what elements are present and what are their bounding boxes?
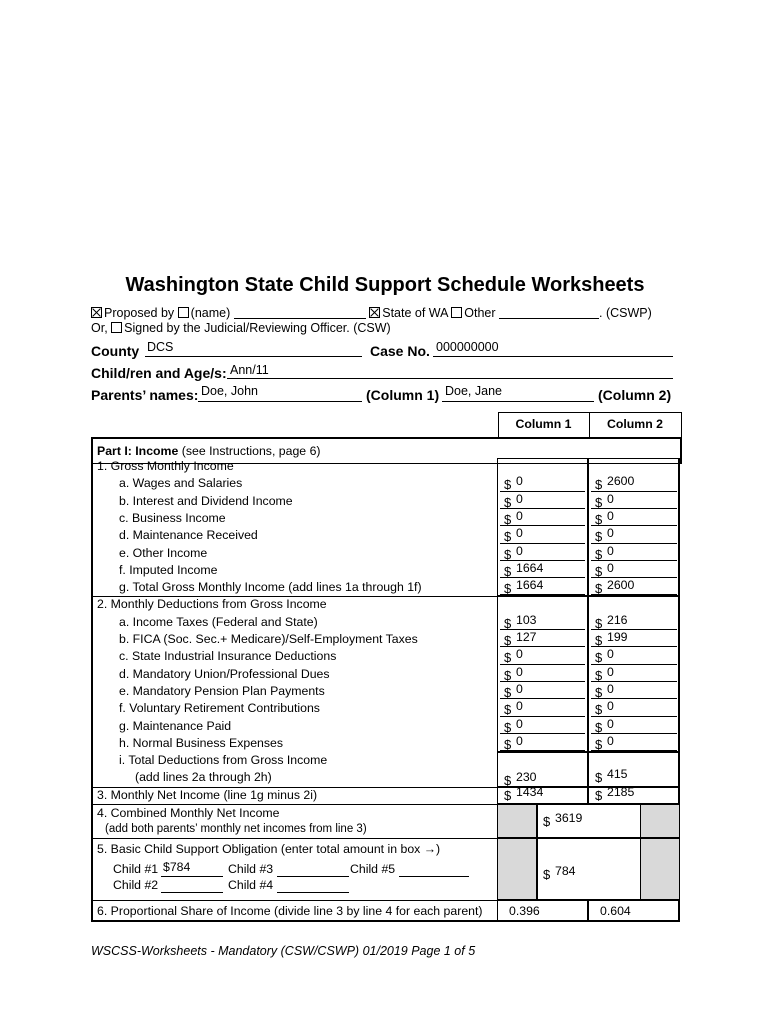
- line3-c1-dollar: $: [504, 787, 512, 803]
- line3-c2-dollar: $: [595, 787, 603, 803]
- line1-c2-1d-dollar: $: [595, 529, 603, 545]
- signed-checkbox[interactable]: [111, 322, 122, 333]
- part1-subtitle: (see Instructions, page 6): [178, 443, 321, 458]
- line1-col1-box: [497, 458, 588, 596]
- line2-c1-2a-dollar: $: [504, 615, 512, 631]
- line2-c2-2c-dollar: $: [595, 650, 603, 666]
- proposed-by-label: Proposed by: [104, 306, 175, 320]
- cswp-label: . (CSWP): [599, 306, 652, 320]
- line2-c2-2f-dollar: $: [595, 702, 603, 718]
- line1-c1-1a-value: 0: [516, 474, 523, 489]
- line3-col1-box: [497, 787, 588, 804]
- line2i-col1-box: [497, 752, 588, 787]
- line2-col2-box: [588, 596, 680, 752]
- line1-c1-1f-value: 1664: [516, 560, 544, 575]
- line2i-label-2: (add lines 2a through 2h): [135, 770, 272, 785]
- line1-label-1: a. Wages and Salaries: [119, 476, 243, 491]
- line1-c1-1b-dollar: $: [504, 494, 512, 510]
- line1-c2-1f-value: 0: [607, 560, 614, 575]
- line2-label-4: d. Mandatory Union/Professional Dues: [119, 666, 330, 681]
- line1-c2-1e-value: 0: [607, 543, 614, 558]
- line3-label: 3. Monthly Net Income (line 1g minus 2i): [97, 787, 318, 802]
- line2-c1-2d-dollar: $: [504, 667, 512, 683]
- line1-c1-1d-dollar: $: [504, 529, 512, 545]
- line1-c2-1f-dollar: $: [595, 563, 603, 579]
- line6-label: 6. Proportional Share of Income (divide line 3 by line 4 for each parent): [97, 904, 483, 918]
- line2-c1-2f-value: 0: [516, 699, 523, 714]
- children-field[interactable]: [227, 361, 673, 379]
- line1-c1-1d-value: 0: [516, 526, 523, 541]
- children-value: Ann/11: [230, 363, 269, 377]
- line1-c1-1a-dollar: $: [504, 477, 512, 493]
- child2-label: Child #2: [113, 878, 159, 892]
- line2-c2-2g-value: 0: [607, 716, 614, 731]
- line1-c1-1e-dollar: $: [504, 546, 512, 562]
- name-blank[interactable]: [234, 306, 366, 319]
- signed-label: Signed by the Judicial/Reviewing Officer. (CSW): [124, 321, 391, 335]
- line2-c2-2f-value: 0: [607, 699, 614, 714]
- line1-label-7: g. Total Gross Monthly Income (add lines 1a through 1f): [119, 580, 422, 595]
- child5-label: Child #5: [350, 862, 396, 876]
- line2-c2-2e-value: 0: [607, 681, 614, 696]
- line2-c1-2f-dollar: $: [504, 702, 512, 718]
- line2-c2-2d-dollar: $: [595, 667, 603, 683]
- line2-c2-2b-value: 199: [607, 630, 628, 644]
- parent2-value: Doe, Jane: [445, 384, 502, 398]
- worksheet-table: [91, 412, 682, 464]
- line1-c2-1a-value: 2600: [607, 474, 635, 489]
- line2-label-0: 2. Monthly Deductions from Gross Income: [97, 597, 327, 612]
- line2-c2-2e-dollar: $: [595, 684, 603, 700]
- line2-c2-2g-dollar: $: [595, 719, 603, 735]
- children-label: Child/ren and Age/s:: [91, 365, 227, 381]
- line1-label-6: f. Imputed Income: [119, 562, 218, 577]
- line2i-col2-box: [588, 752, 680, 787]
- case-no-label: Case No.: [370, 343, 430, 359]
- line1-c1-1g-dollar: $: [504, 581, 512, 597]
- child3-blank[interactable]: [277, 876, 349, 877]
- line2-c1-2e-value: 0: [516, 681, 523, 696]
- state-label: State of WA: [382, 306, 448, 320]
- child4-label: Child #4: [228, 878, 274, 892]
- line1-col2-box: [588, 458, 680, 596]
- line1-c2-1b-value: 0: [607, 491, 614, 506]
- line2i-c1-dollar: $: [504, 773, 512, 789]
- line1-c2-1d-value: 0: [607, 526, 614, 541]
- line4-grey-right: [640, 804, 680, 838]
- line2-c2-2a-value: 216: [607, 612, 628, 627]
- line1-label-4: d. Maintenance Received: [119, 528, 258, 543]
- line6-c1-value: 0.396: [509, 904, 540, 918]
- line2-c2-2a-dollar: $: [595, 615, 603, 631]
- line2-c2-2h-value: 0: [607, 733, 614, 748]
- line1-c1-1f-dollar: $: [504, 563, 512, 579]
- line2-c1-2e-dollar: $: [504, 684, 512, 700]
- line2-c1-2g-dollar: $: [504, 719, 512, 735]
- line2-c1-2b-value: 127: [516, 630, 537, 644]
- child2-blank[interactable]: [161, 892, 223, 893]
- line2-label-2: b. FICA (Soc. Sec.+ Medicare)/Self-Employment Taxes: [119, 632, 418, 646]
- line2i-c1-value: 230: [516, 770, 537, 785]
- line1-c1-1e-value: 0: [516, 543, 523, 558]
- line1-label-0: 1. Gross Monthly Income: [97, 459, 234, 473]
- line5-total-box[interactable]: [537, 838, 641, 900]
- line3-col2-box: [588, 787, 680, 804]
- name-checkbox[interactable]: [178, 307, 189, 318]
- proposed-by-checkbox[interactable]: [91, 307, 102, 318]
- line6-c2-value: 0.604: [600, 904, 631, 918]
- line4-label-2: (add both parents’ monthly net incomes from line 3): [105, 823, 367, 836]
- other-blank[interactable]: [499, 306, 599, 319]
- case-no-value: 000000000: [436, 340, 499, 354]
- line5-dollar: $: [543, 867, 551, 882]
- line4-combined-box[interactable]: [537, 804, 641, 838]
- child1-label: Child #1: [113, 862, 159, 876]
- line1-c2-1c-dollar: $: [595, 511, 603, 527]
- line1-label-5: e. Other Income: [119, 545, 208, 560]
- line5-grey-left: [497, 838, 537, 900]
- column1-header: Column 1: [498, 413, 589, 438]
- line2-c1-2g-value: 0: [516, 716, 523, 731]
- line1-c2-1c-value: 0: [607, 508, 614, 523]
- line5-label: 5. Basic Child Support Obligation (enter total amount in box →): [97, 842, 441, 856]
- line2-label-6: f. Voluntary Retirement Contributions: [119, 701, 320, 716]
- line2-c1-2h-value: 0: [516, 733, 523, 748]
- column2-header: Column 2: [589, 413, 681, 438]
- name-label: (name): [190, 306, 231, 320]
- line4-value: 3619: [555, 811, 583, 825]
- line2-col1-box: [497, 596, 588, 752]
- proposal-line: [91, 306, 652, 320]
- column2-label: (Column 2): [598, 387, 672, 403]
- child1-value: $784: [163, 860, 191, 874]
- line1-label-3: c. Business Income: [119, 510, 226, 525]
- line1-c2-1g-dollar: $: [595, 581, 603, 597]
- line1-c1-1b-value: 0: [516, 491, 523, 506]
- line2-c2-2b-dollar: $: [595, 633, 603, 648]
- line2-c2-2h-dollar: $: [595, 736, 603, 752]
- parent1-value: Doe, John: [201, 384, 258, 398]
- line1-c2-1e-dollar: $: [595, 546, 603, 562]
- line1-c2-1a-dollar: $: [595, 477, 603, 493]
- or-label: Or,: [91, 321, 108, 335]
- line2-c1-2h-dollar: $: [504, 736, 512, 752]
- line2-c1-2c-value: 0: [516, 647, 523, 662]
- county-label: County: [91, 343, 140, 359]
- line2-c2-2c-value: 0: [607, 647, 614, 662]
- line3-c2-value: 2185: [607, 784, 635, 799]
- line1-label-2: b. Interest and Dividend Income: [119, 493, 293, 508]
- other-label: Other: [464, 306, 496, 320]
- line2i-label-1: i. Total Deductions from Gross Income: [119, 753, 328, 768]
- county-field[interactable]: [145, 339, 362, 357]
- other-checkbox[interactable]: [451, 307, 462, 318]
- state-checkbox[interactable]: [369, 307, 380, 318]
- line2-label-7: g. Maintenance Paid: [119, 718, 232, 733]
- part1-title: Part I: Income: [97, 443, 179, 458]
- line5-grey-right: [640, 838, 680, 900]
- page-footer: WSCSS-Worksheets - Mandatory (CSW/CSWP) 01/2019 Page 1 of 5: [91, 944, 476, 958]
- child1-blank[interactable]: [161, 876, 223, 877]
- column1-label: (Column 1): [366, 387, 440, 403]
- line2-c1-2c-dollar: $: [504, 650, 512, 666]
- child3-label: Child #3: [228, 862, 274, 876]
- line4-label-1: 4. Combined Monthly Net Income: [97, 806, 280, 820]
- line4-dollar: $: [543, 814, 551, 829]
- line2-c2-2d-value: 0: [607, 664, 614, 679]
- line1-c2-1b-dollar: $: [595, 494, 603, 510]
- line2-label-5: e. Mandatory Pension Plan Payments: [119, 683, 325, 698]
- line1-c1-1c-dollar: $: [504, 511, 512, 527]
- child5-blank[interactable]: [399, 876, 469, 877]
- line2-c1-2a-value: 103: [516, 612, 537, 627]
- line4-grey-left: [497, 804, 537, 838]
- line1-c1-1c-value: 0: [516, 508, 523, 523]
- line2i-c2-dollar: $: [595, 770, 603, 786]
- line2-label-1: a. Income Taxes (Federal and State): [119, 614, 318, 629]
- line1-c1-1g-value: 1664: [516, 578, 544, 593]
- line2-c1-2b-dollar: $: [504, 633, 512, 648]
- parents-label: Parents’ names:: [91, 387, 199, 403]
- line3-c1-value: 1434: [516, 784, 544, 799]
- signed-line: [91, 321, 391, 335]
- line2i-c2-value: 415: [607, 767, 628, 782]
- line5-value: 784: [555, 864, 576, 878]
- line1-c2-1g-value: 2600: [607, 578, 635, 593]
- line2-label-8: h. Normal Business Expenses: [119, 735, 284, 750]
- line2-label-3: c. State Industrial Insurance Deductions: [119, 649, 337, 664]
- line2-c1-2d-value: 0: [516, 664, 523, 679]
- child4-blank[interactable]: [277, 892, 349, 893]
- county-value: DCS: [147, 340, 174, 354]
- page-title: Washington State Child Support Schedule Worksheets: [125, 274, 645, 296]
